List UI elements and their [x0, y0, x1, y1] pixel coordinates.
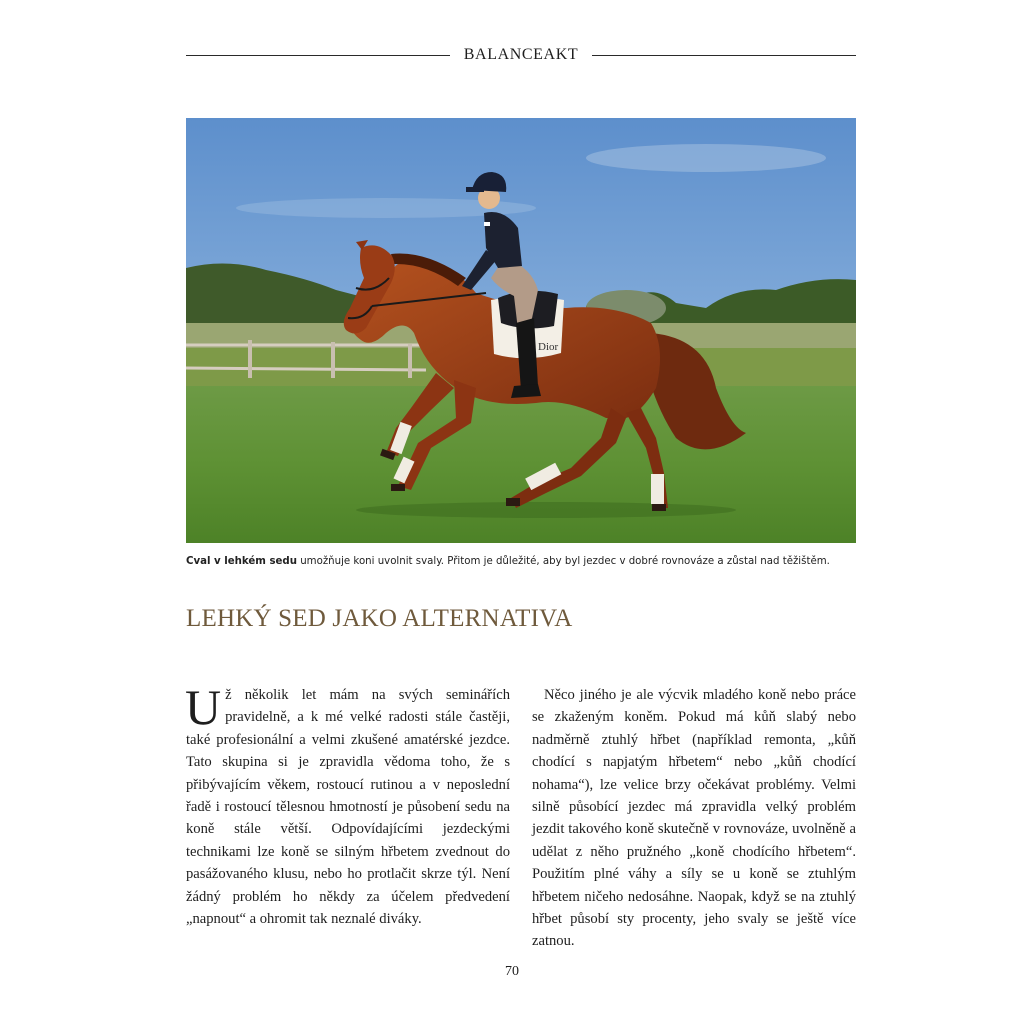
- horse-photo: [186, 118, 856, 543]
- right-paragraph: Něco jiného je ale výcvik mladého koně nebo práce se zkaženým koněm. Pokud má kůň slabý nebo nadměrně ztuhlý hřbet (například remonta, „kůň chodící s napjatým hřbetem“ nebo „kůň chodící nohama“), lze velice brzy očekávat problémy. Velmi silně působící jezdec má zpravidla velký problém jezdit takového koně skutečně v rovnováze, uvolněně a udělat z něho pružného „koně chodícího hřbetem“. Použitím plné váhy a síly se u koně se ztuhlým hřbetem ničeho nedosáhne. Naopak, když se na ztuhlý hřbet působí sty procenty, jeho svaly se ještě více zatnou.: [532, 687, 856, 950]
- section-heading: LEHKÝ SED JAKO ALTERNATIVA: [186, 605, 573, 632]
- caption-bold: Cval v lehkém sedu: [186, 556, 297, 567]
- running-header: [186, 44, 856, 66]
- text-column-right: [532, 684, 856, 953]
- caption-text: umožňuje koni uvolnit svaly. Přitom je důležité, aby byl jezdec v dobré rovnováze a zůstal nad těžištěm.: [296, 556, 830, 567]
- left-paragraph: ž několik let mám na svých seminářích pravidelně, a k mé velké radosti stále častěji, také profesionální a velmi zkušené amatérské jezdce. Tato skupina si je zpravidla vědoma toho, že s přibývajícím věkem, rostoucí rutinou a v neposlední řadě i rostoucí tělesnou hmotností je působení sedu na koně stále větší. Odpovídajícími jezdeckými technikami lze koně se silným hřbetem zvednout do pasážovaného klusu, nebo ho protlačit skrze týl. Není žádný problém ho někdy za účelem předvedení „napnout“ a ohromit tak neznalé diváky.: [186, 687, 510, 928]
- photo-caption: [186, 554, 886, 570]
- text-column-left: [185, 679, 510, 930]
- header-rule-right: [592, 55, 856, 56]
- drop-cap: U: [185, 679, 222, 735]
- header-title: BALANCEAKT: [463, 46, 579, 63]
- page-number: 70: [505, 964, 519, 979]
- saddle-pad-text: Dior: [538, 341, 559, 353]
